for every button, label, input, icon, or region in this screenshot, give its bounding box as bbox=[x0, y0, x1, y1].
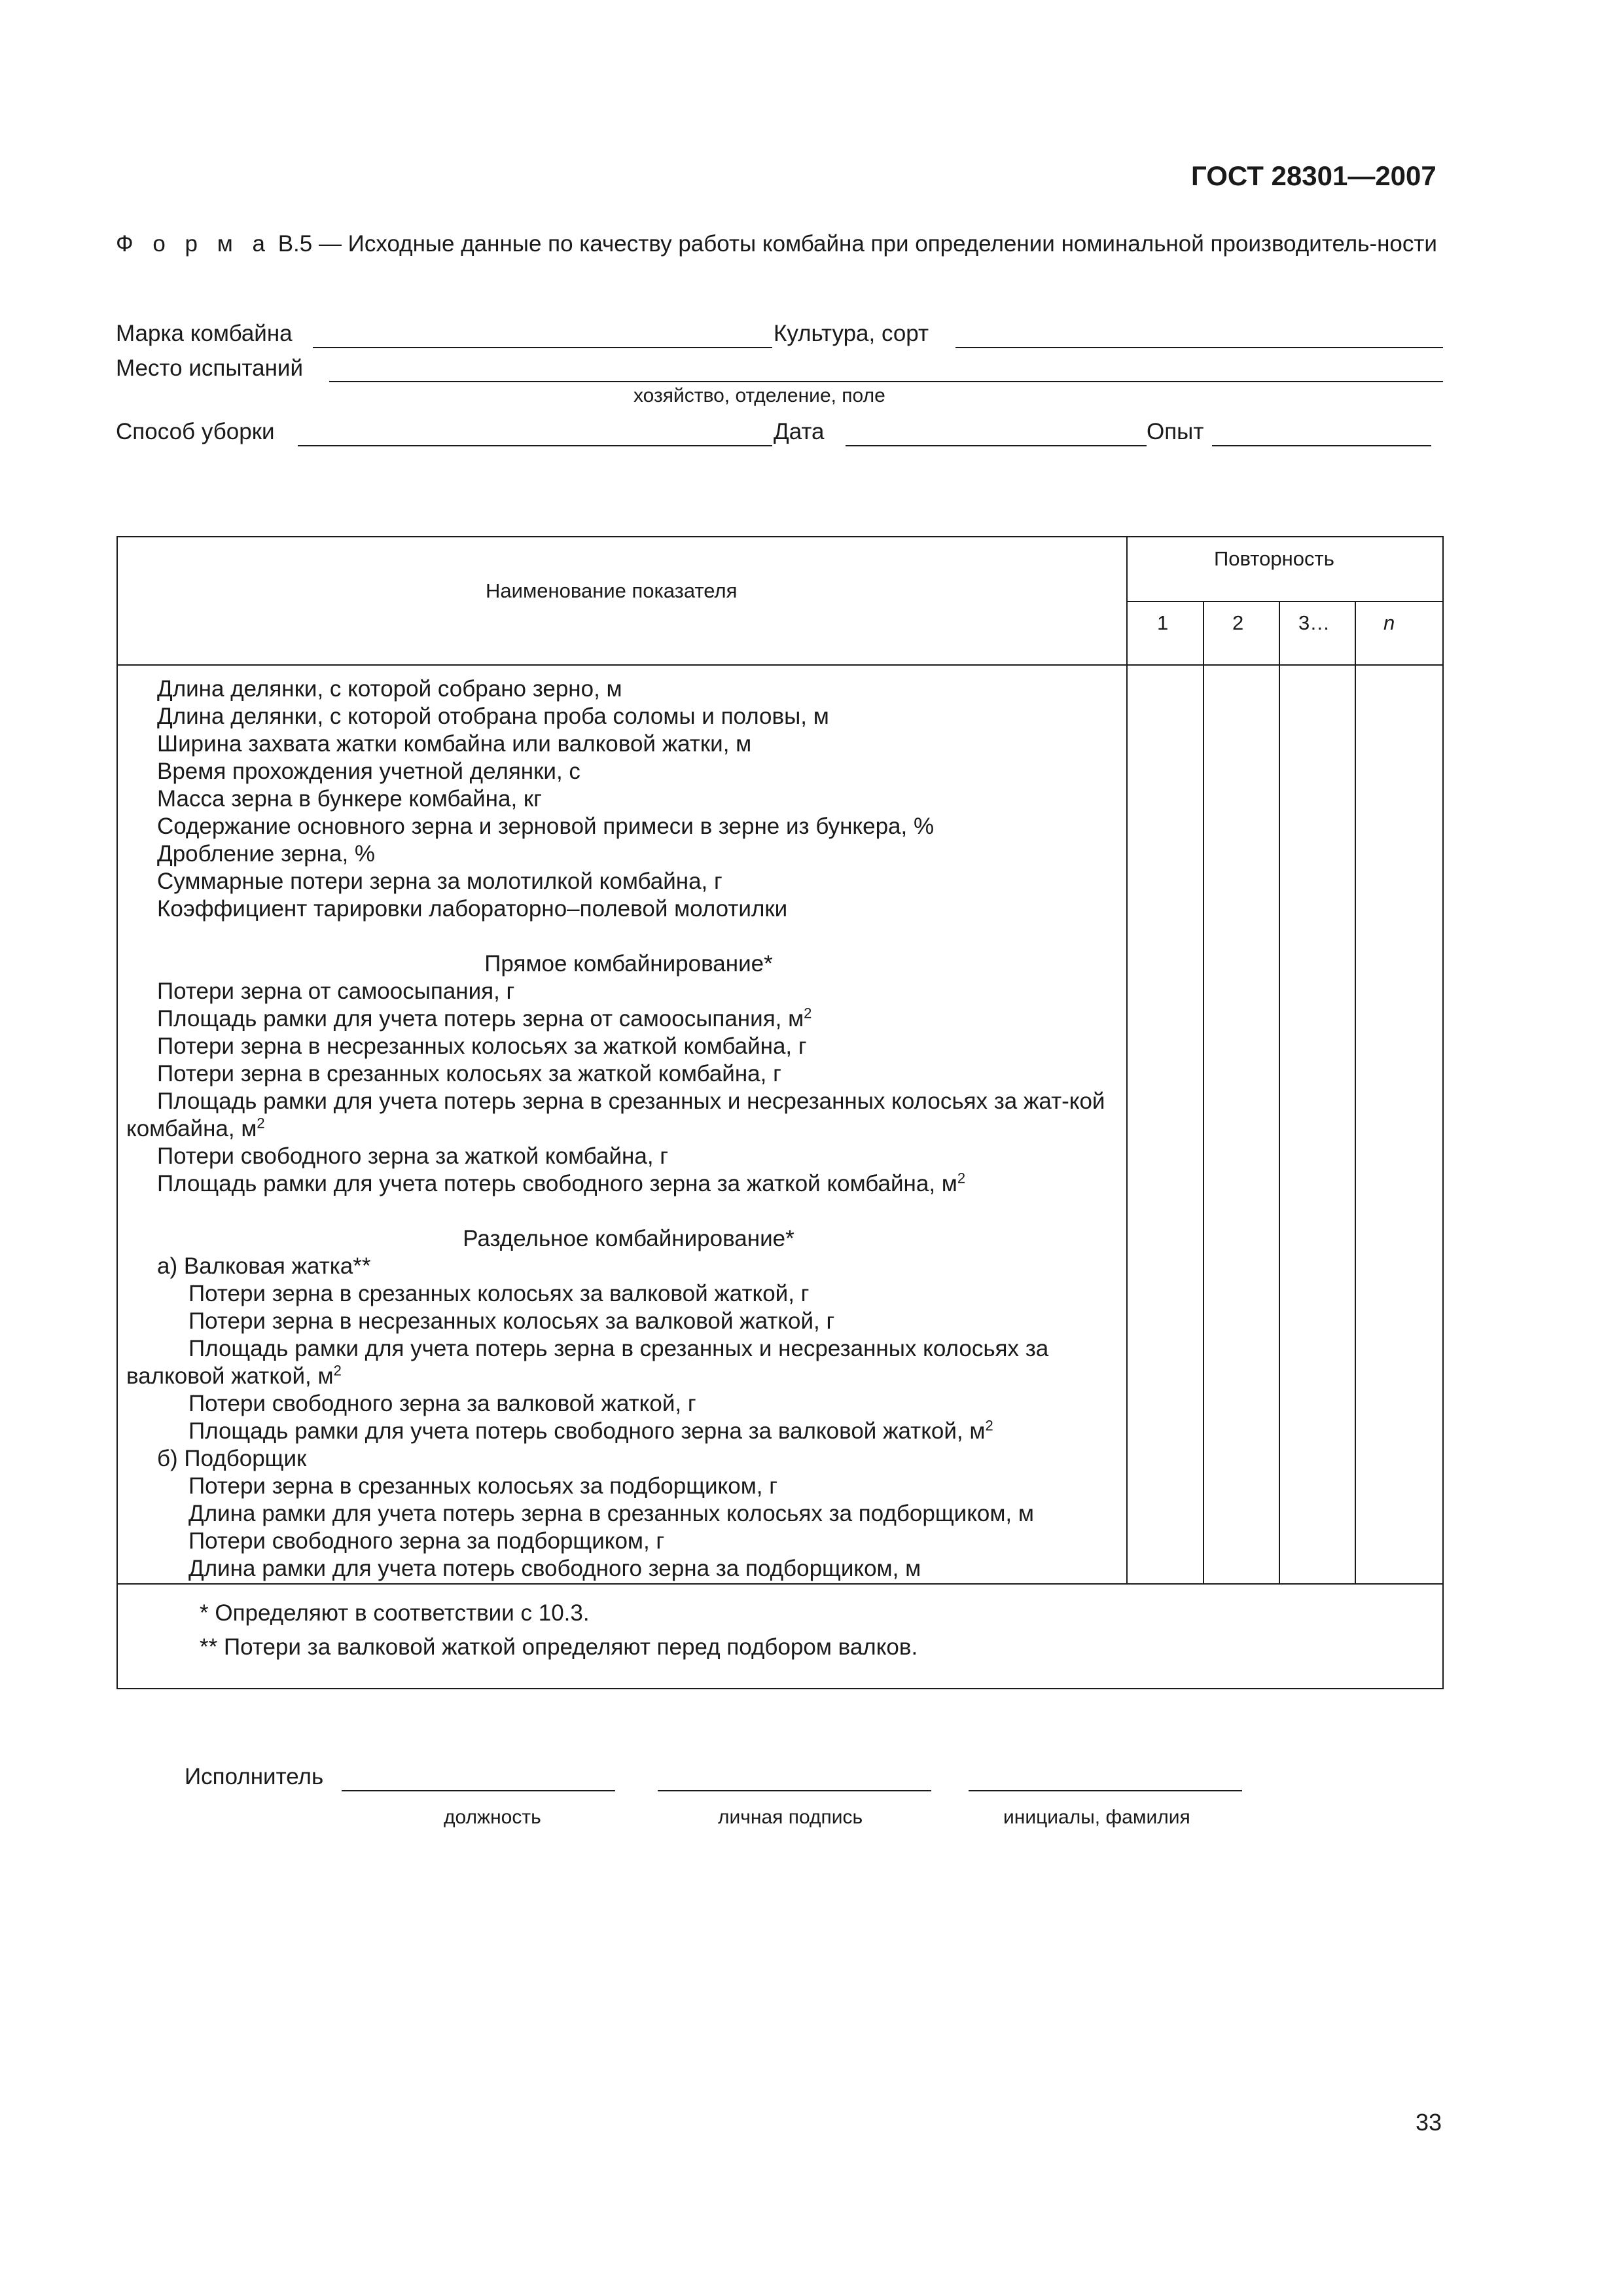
location-hint: хозяйство, отделение, поле bbox=[633, 385, 885, 406]
signature-line[interactable] bbox=[658, 1790, 931, 1791]
header-bottom-line bbox=[118, 664, 1444, 666]
harvest-method-label: Способ уборки bbox=[116, 419, 275, 444]
list-item: Суммарные потери зерна за молотилкой комбайна, г bbox=[157, 869, 722, 894]
form-title-text: В.5 — Исходные данные по качеству работы комбайна при определении номинальной производитель-ности bbox=[277, 231, 1437, 257]
repeat-n: n bbox=[1383, 611, 1395, 634]
date-line[interactable] bbox=[846, 445, 1147, 446]
list-item: Дробление зерна, % bbox=[157, 841, 376, 867]
trial-label: Опыт bbox=[1147, 419, 1204, 444]
repeat-1: 1 bbox=[1157, 611, 1169, 634]
form-label: Ф о р м а bbox=[116, 231, 272, 257]
list-item: Потери зерна в срезанных колосьях за валковой жаткой, г bbox=[188, 1281, 810, 1306]
date-label: Дата bbox=[774, 419, 825, 444]
list-item: Площадь рамки для учета потерь зерна в срезанных и несрезанных колосьях за валковой жаткой, $м^2$ bbox=[126, 1336, 1049, 1389]
crop-variety-label: Культура, сорт bbox=[774, 321, 929, 346]
separate-harvest-heading: Раздельное комбайнирование* bbox=[463, 1226, 794, 1251]
list-item: Длина делянки, с которой отобрана проба соломы и половы, м bbox=[157, 704, 829, 729]
list-item: Площадь рамки для учета потерь зерна от самоосыпания, $м^2$ bbox=[157, 1005, 812, 1031]
list-item: Коэффициент тарировки лабораторно–полевой молотилки bbox=[157, 896, 788, 922]
name-hint: инициалы, фамилия bbox=[1003, 1806, 1190, 1828]
list-item: Длина рамки для учета потерь зерна в срезанных колосьях за подборщиком, м bbox=[188, 1501, 1034, 1526]
list-item: Площадь рамки для учета потерь свободного зерна за жаткой комбайна, $м^2$ bbox=[157, 1170, 966, 1196]
combine-brand-line[interactable] bbox=[313, 347, 772, 348]
list-item: Содержание основного зерна и зерновой примеси в зерне из бункера, % bbox=[157, 814, 935, 839]
page-number: 33 bbox=[1416, 2109, 1442, 2136]
trial-line[interactable] bbox=[1212, 445, 1431, 446]
pickup-heading: б) Подборщик bbox=[157, 1446, 307, 1471]
direct-harvest-heading: Прямое комбайнирование* bbox=[484, 951, 773, 977]
position-hint: должность bbox=[444, 1806, 541, 1828]
crop-variety-line[interactable] bbox=[955, 347, 1443, 348]
name-line[interactable] bbox=[969, 1790, 1242, 1791]
footnote-top-line bbox=[118, 1583, 1444, 1585]
list-item: Потери зерна в несрезанных колосьях за валковой жаткой, г bbox=[188, 1308, 835, 1334]
indicator-list bbox=[126, 675, 1131, 1583]
signature-hint: личная подпись bbox=[718, 1806, 863, 1828]
column-header-name: Наименование показателя bbox=[486, 579, 738, 602]
list-item: Площадь рамки для учета потерь зерна в срезанных и несрезанных колосьях за жат-кой комбайна, $м^2$ bbox=[126, 1088, 1105, 1141]
form-title bbox=[116, 229, 1446, 259]
repeat-divider-2 bbox=[1279, 601, 1280, 1583]
repeat-divider-1 bbox=[1203, 601, 1204, 1583]
executor-label: Исполнитель bbox=[185, 1764, 324, 1789]
list-item: Потери зерна в срезанных колосьях за подборщиком, г bbox=[188, 1473, 778, 1499]
list-item: Время прохождения учетной делянки, с bbox=[157, 759, 580, 784]
list-item: Длина делянки, с которой собрано зерно, м bbox=[157, 676, 622, 702]
list-item: Потери свободного зерна за жаткой комбайна, г bbox=[157, 1143, 669, 1169]
position-line[interactable] bbox=[342, 1790, 615, 1791]
list-item: Потери зерна в несрезанных колосьях за жаткой комбайна, г bbox=[157, 1033, 807, 1059]
repeat-header-line bbox=[1126, 601, 1444, 602]
combine-brand-label: Марка комбайна bbox=[116, 321, 293, 346]
repeat-2: 2 bbox=[1232, 611, 1244, 634]
list-item: Площадь рамки для учета потерь свободного зерна за валковой жаткой, $м^2$ bbox=[188, 1417, 993, 1444]
repeat-divider-3 bbox=[1355, 601, 1356, 1583]
test-location-line[interactable] bbox=[329, 381, 1443, 382]
repeat-3: 3… bbox=[1298, 611, 1330, 634]
test-location-label: Место испытаний bbox=[116, 355, 304, 381]
list-item: Потери свободного зерна за валковой жаткой, г bbox=[188, 1391, 696, 1416]
list-item: Масса зерна в бункере комбайна, кг bbox=[157, 786, 542, 812]
list-item: Длина рамки для учета потерь свободного зерна за подборщиком, м bbox=[188, 1556, 921, 1581]
list-item: Потери зерна от самоосыпания, г bbox=[157, 978, 515, 1004]
column-header-repeat: Повторность bbox=[1214, 547, 1334, 570]
standard-number: ГОСТ 28301—2007 bbox=[1191, 160, 1436, 191]
footnote-2: ** Потери за валковой жаткой определяют перед подбором валков. bbox=[200, 1634, 918, 1660]
windrower-heading: а) Валковая жатка** bbox=[157, 1253, 371, 1279]
list-item: Потери свободного зерна за подборщиком, г bbox=[188, 1528, 665, 1554]
list-item: Ширина захвата жатки комбайна или валковой жатки, м bbox=[157, 731, 752, 757]
footnote-1: * Определяют в соответствии с 10.3. bbox=[200, 1600, 590, 1626]
harvest-method-line[interactable] bbox=[298, 445, 772, 446]
list-item: Потери зерна в срезанных колосьях за жаткой комбайна, г bbox=[157, 1061, 781, 1086]
